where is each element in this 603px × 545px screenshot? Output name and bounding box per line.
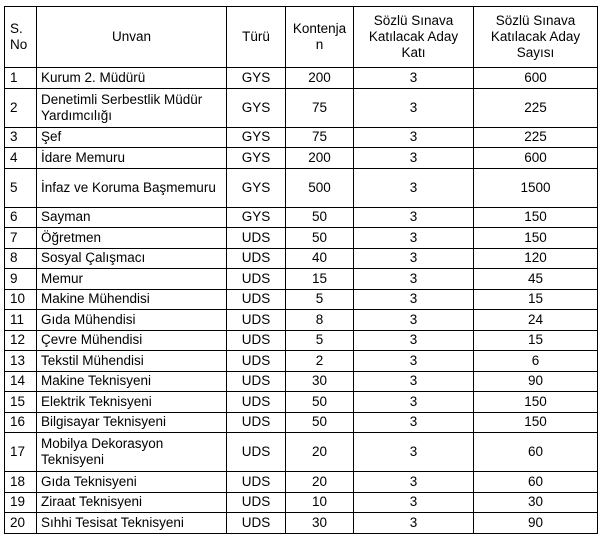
cell-aday-kati: 3 [354, 330, 474, 351]
cell-sno: 9 [5, 269, 37, 290]
cell-unvan: Mobilya Dekorasyon Teknisyeni [37, 433, 227, 472]
cell-aday-kati: 3 [354, 248, 474, 269]
table-row [5, 433, 598, 472]
table-row [5, 371, 598, 392]
header-kontenjan: Kontenja n [286, 7, 354, 68]
cell-sno: 10 [5, 289, 37, 310]
positions-table [4, 6, 598, 534]
cell-sno: 3 [5, 127, 37, 148]
cell-aday-kati: 3 [354, 68, 474, 89]
cell-aday-sayisi: 150 [474, 228, 598, 249]
cell-unvan: Bilgisayar Teknisyeni [37, 412, 227, 433]
cell-aday-kati: 3 [354, 88, 474, 127]
cell-turu: UDS [227, 310, 286, 331]
header-unvan: Unvan [37, 7, 227, 68]
cell-aday-kati: 3 [354, 513, 474, 534]
table-row [5, 168, 598, 207]
cell-unvan: Elektrik Teknisyeni [37, 392, 227, 413]
cell-turu: UDS [227, 412, 286, 433]
cell-unvan: Öğretmen [37, 228, 227, 249]
cell-aday-kati: 3 [354, 310, 474, 331]
cell-unvan: Çevre Mühendisi [37, 330, 227, 351]
cell-kontenjan: 50 [286, 392, 354, 413]
cell-aday-sayisi: 60 [474, 433, 598, 472]
cell-unvan: Makine Teknisyeni [37, 371, 227, 392]
cell-aday-kati: 3 [354, 412, 474, 433]
cell-sno: 20 [5, 513, 37, 534]
cell-turu: UDS [227, 513, 286, 534]
cell-sno: 6 [5, 207, 37, 228]
cell-turu: UDS [227, 392, 286, 413]
table-row [5, 412, 598, 433]
cell-aday-sayisi: 60 [474, 472, 598, 493]
cell-kontenjan: 2 [286, 351, 354, 372]
cell-unvan: Sıhhi Tesisat Teknisyeni [37, 513, 227, 534]
cell-kontenjan: 8 [286, 310, 354, 331]
cell-aday-sayisi: 225 [474, 127, 598, 148]
table-row [5, 330, 598, 351]
cell-kontenjan: 50 [286, 228, 354, 249]
cell-aday-sayisi: 30 [474, 492, 598, 513]
cell-unvan: Gıda Mühendisi [37, 310, 227, 331]
cell-aday-kati: 3 [354, 492, 474, 513]
cell-aday-sayisi: 90 [474, 371, 598, 392]
cell-aday-kati: 3 [354, 127, 474, 148]
cell-unvan: Memur [37, 269, 227, 290]
table-row [5, 310, 598, 331]
cell-aday-kati: 3 [354, 472, 474, 493]
cell-sno: 5 [5, 168, 37, 207]
cell-sno: 18 [5, 472, 37, 493]
table-row [5, 207, 598, 228]
cell-aday-sayisi: 150 [474, 207, 598, 228]
cell-aday-kati: 3 [354, 168, 474, 207]
cell-aday-kati: 3 [354, 289, 474, 310]
cell-sno: 15 [5, 392, 37, 413]
cell-kontenjan: 30 [286, 513, 354, 534]
cell-aday-sayisi: 120 [474, 248, 598, 269]
cell-sno: 12 [5, 330, 37, 351]
cell-kontenjan: 200 [286, 68, 354, 89]
table-row [5, 148, 598, 169]
cell-aday-sayisi: 15 [474, 289, 598, 310]
cell-aday-kati: 3 [354, 433, 474, 472]
cell-turu: GYS [227, 207, 286, 228]
cell-aday-sayisi: 15 [474, 330, 598, 351]
cell-turu: UDS [227, 433, 286, 472]
table-row [5, 228, 598, 249]
cell-unvan: Kurum 2. Müdürü [37, 68, 227, 89]
cell-aday-sayisi: 600 [474, 68, 598, 89]
cell-turu: GYS [227, 88, 286, 127]
cell-sno: 1 [5, 68, 37, 89]
header-row [5, 7, 598, 68]
cell-turu: UDS [227, 351, 286, 372]
cell-unvan: Denetimli Serbestlik Müdür Yardımcılığı [37, 88, 227, 127]
cell-aday-kati: 3 [354, 351, 474, 372]
cell-aday-sayisi: 90 [474, 513, 598, 534]
cell-turu: UDS [227, 248, 286, 269]
table-row [5, 351, 598, 372]
cell-aday-kati: 3 [354, 207, 474, 228]
table-row [5, 472, 598, 493]
table-row [5, 68, 598, 89]
cell-sno: 4 [5, 148, 37, 169]
cell-unvan: İnfaz ve Koruma Başmemuru [37, 168, 227, 207]
cell-aday-kati: 3 [354, 269, 474, 290]
cell-sno: 8 [5, 248, 37, 269]
cell-turu: UDS [227, 269, 286, 290]
cell-sno: 19 [5, 492, 37, 513]
table-body [5, 68, 598, 534]
cell-kontenjan: 15 [286, 269, 354, 290]
cell-kontenjan: 75 [286, 88, 354, 127]
cell-turu: UDS [227, 289, 286, 310]
cell-turu: UDS [227, 330, 286, 351]
table-row [5, 392, 598, 413]
cell-aday-sayisi: 150 [474, 392, 598, 413]
cell-sno: 16 [5, 412, 37, 433]
cell-kontenjan: 30 [286, 371, 354, 392]
cell-sno: 17 [5, 433, 37, 472]
table-row [5, 248, 598, 269]
cell-turu: UDS [227, 371, 286, 392]
cell-aday-kati: 3 [354, 392, 474, 413]
table-row [5, 127, 598, 148]
cell-kontenjan: 5 [286, 330, 354, 351]
cell-turu: UDS [227, 472, 286, 493]
header-turu: Türü [227, 7, 286, 68]
cell-sno: 7 [5, 228, 37, 249]
cell-aday-kati: 3 [354, 371, 474, 392]
table-row [5, 88, 598, 127]
cell-kontenjan: 50 [286, 207, 354, 228]
cell-sno: 2 [5, 88, 37, 127]
cell-aday-kati: 3 [354, 148, 474, 169]
cell-aday-sayisi: 600 [474, 148, 598, 169]
cell-aday-kati: 3 [354, 228, 474, 249]
cell-aday-sayisi: 150 [474, 412, 598, 433]
cell-turu: GYS [227, 127, 286, 148]
header-aday-sayisi: Sözlü Sınava Katılacak Aday Sayısı [474, 7, 598, 68]
cell-turu: UDS [227, 228, 286, 249]
cell-kontenjan: 50 [286, 412, 354, 433]
cell-turu: GYS [227, 68, 286, 89]
cell-sno: 14 [5, 371, 37, 392]
cell-kontenjan: 10 [286, 492, 354, 513]
cell-kontenjan: 20 [286, 472, 354, 493]
cell-unvan: Makine Mühendisi [37, 289, 227, 310]
cell-sno: 13 [5, 351, 37, 372]
cell-unvan: Ziraat Teknisyeni [37, 492, 227, 513]
cell-sno: 11 [5, 310, 37, 331]
table-row [5, 492, 598, 513]
cell-unvan: Sosyal Çalışmacı [37, 248, 227, 269]
header-aday-kati: Sözlü Sınava Katılacak Aday Katı [354, 7, 474, 68]
cell-kontenjan: 20 [286, 433, 354, 472]
cell-aday-sayisi: 6 [474, 351, 598, 372]
cell-turu: UDS [227, 492, 286, 513]
cell-unvan: Sayman [37, 207, 227, 228]
cell-aday-sayisi: 225 [474, 88, 598, 127]
cell-turu: GYS [227, 148, 286, 169]
cell-turu: GYS [227, 168, 286, 207]
cell-kontenjan: 5 [286, 289, 354, 310]
cell-unvan: Şef [37, 127, 227, 148]
table-row [5, 269, 598, 290]
cell-unvan: Gıda Teknisyeni [37, 472, 227, 493]
cell-aday-sayisi: 45 [474, 269, 598, 290]
cell-unvan: Tekstil Mühendisi [37, 351, 227, 372]
cell-aday-sayisi: 24 [474, 310, 598, 331]
header-sno: S. No [5, 7, 37, 68]
cell-kontenjan: 500 [286, 168, 354, 207]
cell-aday-sayisi: 1500 [474, 168, 598, 207]
table-row [5, 289, 598, 310]
cell-kontenjan: 200 [286, 148, 354, 169]
cell-kontenjan: 40 [286, 248, 354, 269]
cell-kontenjan: 75 [286, 127, 354, 148]
cell-unvan: İdare Memuru [37, 148, 227, 169]
table-row [5, 513, 598, 534]
